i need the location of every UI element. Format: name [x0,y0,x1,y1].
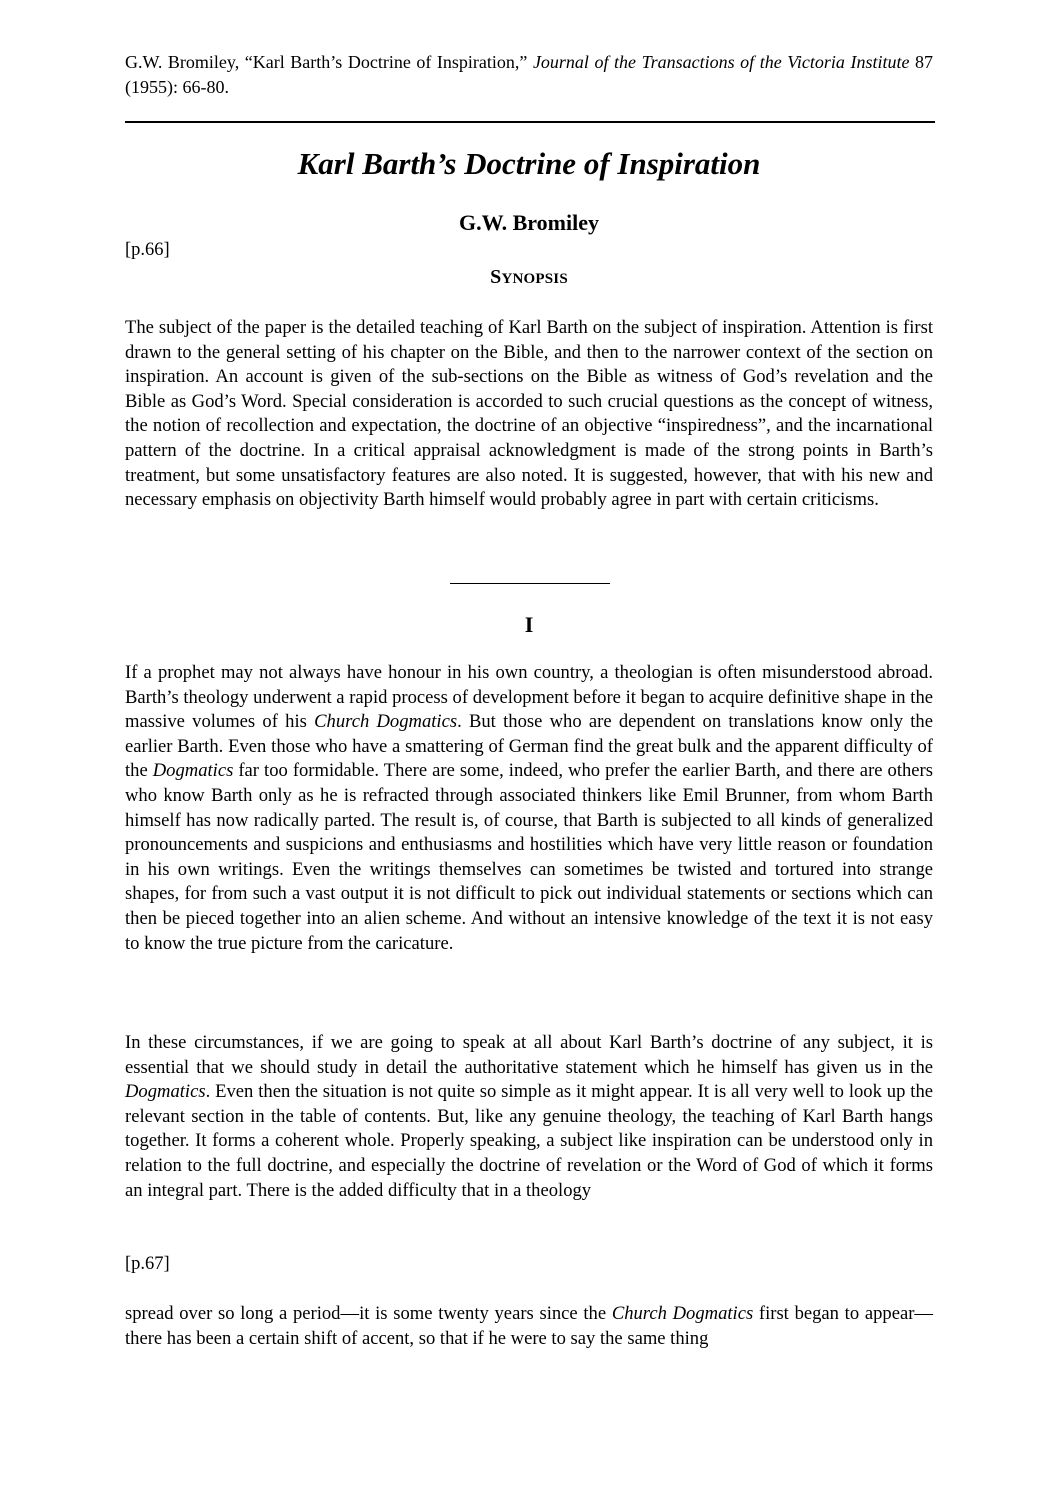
synopsis-heading [125,266,933,289]
citation-header [125,50,933,99]
page-reference-67: [p.67] [125,1254,170,1274]
article-author: G.W. Bromiley [459,210,599,235]
synopsis-rest: YNOPSIS [501,271,568,287]
body-paragraph-2: In these circumstances, if we are going to speak at all about Karl Barth’s doctrine of any subject, it is essential that we should study in detail the authoritative statement which he himself has given us in the Dogmatics. Even then the situation is not quite so simple as it might appear. It is all very well to look up the relevant section in the table of contents. But, like any genuine theology, the teaching of Karl Barth hangs together. It forms a coherent whole. Properly speaking, a subject like inspiration can be understood only in relation to the full doctrine, and especially the doctrine of revelation or the Word of God of which it forms an integral part. There is the added difficulty that in a theology [125,1032,933,1201]
synopsis-initial: S [490,266,502,288]
citation-authors-title: G.W. Bromiley, “Karl Barth’s Doctrine of Inspiration,” [125,52,533,72]
book-title-church-dogmatics: Church Dogmatics [611,1303,754,1324]
citation-volume-pages: 87 (1955): 66-80. [125,52,934,97]
header-divider [125,121,935,123]
body-paragraph-1: If a prophet may not always have honour in his own country, a theologian is often misunderstood abroad. Barth’s theology underwent a rapid process of development before it began to acquire definitive shape in the massive volumes of his Church Dogmatics. But those who are dependent on translations know only the earlier Barth. Even those who have a smattering of German find the great bulk and the apparent difficulty of the Dogmatics far too formidable. There are some, indeed, who prefer the earlier Barth, and there are others who know Barth only as he is refracted through associated thinkers like Emil Brunner, from whom Barth himself has now radically parted. The result is, of course, that Barth is subjected to all kinds of generalized pronouncements and suspicions and enthusiasms and hostilities which have very little reason or foundation in his own writings. Even the writings themselves can sometimes be twisted and tortured into strange shapes, for from such a vast output it is not difficult to pick out individual statements or sections which can then be pieced together into an alien scheme. And without an intensive knowledge of the text it is not easy to know the true picture from the caricature. [125,662,933,954]
book-title-dogmatics: Dogmatics [125,1081,206,1103]
citation-journal: Journal of the Transactions of the Victoria Institute [532,52,910,72]
body-paragraph-3: spread over so long a period—it is some twenty years since the Church Dogmatics first began to appear—there has been a certain shift of accent, so that if he were to say the same thing [125,1303,933,1349]
synopsis-paragraph: The subject of the paper is the detailed teaching of Karl Barth on the subject of inspiration. Attention is first drawn to the general setting of his chapter on the Bible, and then to the narrower context of the section on inspiration. An account is given of the sub-sections on the Bible as witness of God’s revelation and the Bible as God’s Word. Special consideration is accorded to such crucial questions as the concept of witness, the notion of recollection and expectation, the doctrine of an objective “inspiredness”, and the incarnational pattern of the doctrine. In a critical appraisal acknowledgment is made of the strong points in Barth’s treatment, but some unsatisfactory features are also noted. It is suggested, however, that with his new and necessary emphasis on objectivity Barth himself would probably agree in part with certain criticisms. [125,317,933,511]
page-reference-66: [p.66] [125,240,170,260]
section-number: I [524,612,534,637]
book-title-dogmatics: Dogmatics [152,760,234,782]
article-title: Karl Barth’s Doctrine of Inspiration [297,146,761,181]
book-title-church-dogmatics: Church Dogmatics [314,711,458,733]
